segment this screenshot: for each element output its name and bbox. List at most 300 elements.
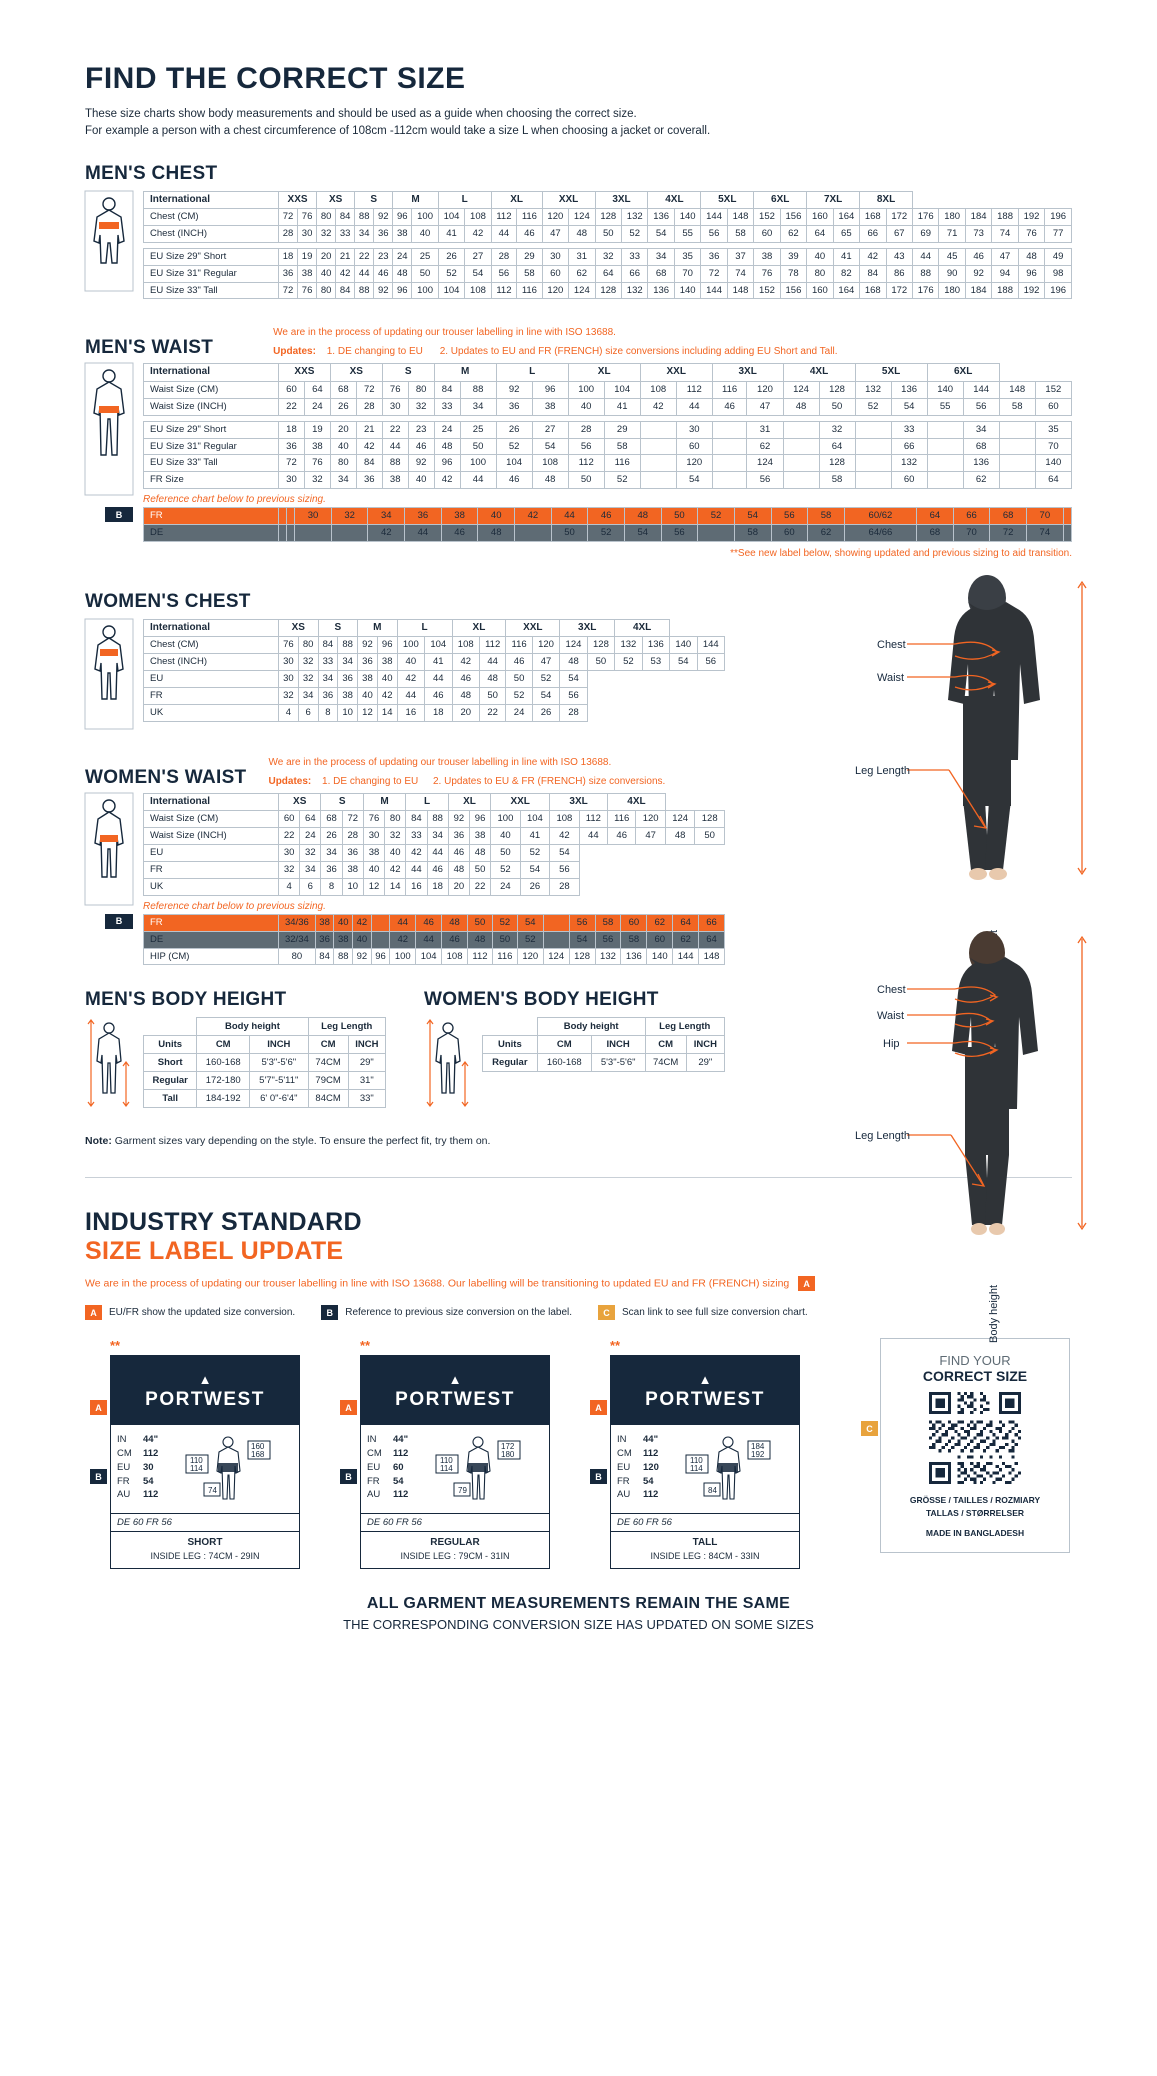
mens-waist-footnote: **See new label below, showing updated and previous sizing to aid transition.	[730, 547, 1072, 559]
table-cell: 188	[992, 282, 1018, 299]
tag-c-icon: C	[598, 1305, 615, 1320]
update-item-1-women: 1. DE changing to EU	[322, 775, 419, 787]
qr-code-icon[interactable]	[929, 1392, 1021, 1484]
table-cell: 96	[371, 948, 390, 965]
label-brand-header: ▲ PORTWEST	[361, 1356, 549, 1425]
table-cell: 70	[1027, 508, 1064, 525]
label-box	[360, 1355, 550, 1569]
womens-waist-table	[143, 793, 725, 896]
table-cell: 30	[542, 248, 568, 265]
table-cell: 58	[621, 931, 647, 948]
table-cell: 116	[712, 381, 747, 398]
table-cell: 67	[886, 225, 912, 242]
table-cell: 60	[771, 525, 808, 542]
size-system-value: 30	[143, 1461, 154, 1473]
row-label: Tall	[144, 1090, 197, 1108]
table-cell: 72	[279, 209, 298, 226]
label-fit-name: SHORT	[187, 1537, 223, 1549]
size-group-header: XL	[491, 191, 542, 209]
table-cell: 74CM	[645, 1054, 686, 1072]
table-cell: 20	[317, 248, 336, 265]
female-callout-leg: Leg Length	[855, 1130, 911, 1142]
table-cell: 34	[963, 421, 999, 438]
label-inside-leg: INSIDE LEG : 79CM - 31IN	[400, 1551, 510, 1562]
table-cell: 48	[434, 438, 460, 455]
table-cell: 36	[321, 862, 342, 879]
table-cell: 55	[927, 398, 963, 415]
row-label: UK	[144, 704, 279, 721]
table-cell	[783, 438, 819, 455]
table-row	[144, 671, 725, 688]
table-row	[144, 1072, 386, 1090]
table-cell: 5'7"-5'11"	[250, 1072, 308, 1090]
table-cell: 84	[434, 381, 460, 398]
table-cell: 60	[621, 914, 647, 931]
womens-waist-note-1: We are in the process of updating our trouser labelling in line with ISO 13688.	[268, 756, 612, 768]
size-system-key: AU	[617, 1489, 631, 1501]
table-row	[144, 878, 725, 895]
table-cell: 36	[315, 931, 334, 948]
table-cell: 47	[636, 828, 665, 845]
label-size-row	[617, 1461, 659, 1475]
womens-waist-block	[85, 751, 725, 966]
qr-title-line2: CORRECT SIZE	[922, 1368, 1028, 1385]
table-cell: 94	[992, 265, 1018, 282]
table-cell: 72	[279, 455, 305, 472]
mens-chest-heading: MEN'S CHEST	[85, 162, 218, 184]
table-cell: 4	[279, 704, 299, 721]
row-label: Regular	[144, 1072, 197, 1090]
table-cell: 28	[356, 398, 382, 415]
label-previous-size-row: DE 60 FR 56	[611, 1513, 799, 1531]
table-cell: 36	[279, 438, 305, 455]
size-group-header: 3XL	[550, 793, 608, 811]
table-cell: 140	[927, 381, 963, 398]
table-cell: 54	[624, 525, 661, 542]
table-cell: 56	[747, 472, 783, 489]
units-label: Units	[144, 1036, 197, 1054]
label-size-row	[117, 1475, 158, 1489]
table-cell: 52	[604, 472, 640, 489]
table-cell: 29	[517, 248, 542, 265]
table-cell: 71	[939, 225, 965, 242]
updates-label-women: Updates:	[268, 775, 312, 787]
label-size-row	[367, 1433, 408, 1447]
size-group-header: 5XL	[701, 191, 754, 209]
table-cell: 96	[393, 209, 412, 226]
table-cell: 23	[374, 248, 393, 265]
table-cell: 32	[819, 421, 855, 438]
table-cell: 54	[517, 914, 543, 931]
table-row	[144, 282, 1072, 299]
size-system-value: 112	[643, 1489, 659, 1501]
table-cell: 50	[595, 225, 621, 242]
male-callout-chest: Chest	[877, 639, 906, 651]
intro-line-2: For example a person with a chest circumference of 108cm -112cm would take a size L when choosing a jacket or coverall.	[85, 125, 711, 138]
table-cell: 50	[460, 438, 496, 455]
table-cell: 84	[356, 455, 382, 472]
table-cell: 14	[377, 704, 397, 721]
table-cell: 41	[425, 654, 452, 671]
column-header: International	[144, 191, 279, 209]
size-group-header: L	[397, 619, 452, 637]
table-cell: 54	[670, 654, 697, 671]
table-cell: 32	[300, 845, 321, 862]
unit-cell: INCH	[686, 1036, 724, 1054]
table-cell: 152	[754, 209, 780, 226]
label-box	[610, 1355, 800, 1569]
table-cell: 34	[318, 671, 338, 688]
table-row	[144, 828, 725, 845]
table-cell: 56	[595, 931, 621, 948]
table-cell: 116	[517, 282, 542, 299]
table-cell: 27	[532, 421, 568, 438]
table-cell: 42	[406, 845, 427, 862]
table-cell: 35	[674, 248, 700, 265]
qr-made-in: MADE IN BANGLADESH	[925, 1527, 1025, 1538]
table-cell: 38	[532, 398, 568, 415]
table-cell: 26	[321, 828, 342, 845]
table-cell: 100	[491, 811, 520, 828]
mens-body-height-block	[85, 989, 386, 1109]
table-cell: 48	[478, 525, 515, 542]
garment-label-card	[595, 1338, 800, 1569]
table-cell: 196	[1045, 282, 1072, 299]
table-cell: 86	[886, 265, 912, 282]
table-cell: 33	[336, 225, 355, 242]
table-cell: 52	[492, 914, 517, 931]
svg-text:110: 110	[439, 1456, 453, 1466]
table-cell	[1063, 525, 1071, 542]
svg-text:172: 172	[500, 1442, 515, 1452]
table-row	[144, 455, 1072, 472]
size-system-value: 112	[643, 1448, 659, 1460]
label-size-list	[117, 1433, 158, 1509]
size-system-key: CM	[117, 1448, 132, 1460]
tag-a-marker: A	[90, 1400, 107, 1415]
table-cell: 4	[279, 878, 300, 895]
table-cell: 56	[560, 688, 587, 705]
table-cell: 152	[1035, 381, 1071, 398]
table-cell: 52	[438, 265, 464, 282]
table-cell: 47	[532, 654, 559, 671]
table-cell: 58	[999, 398, 1035, 415]
table-cell	[640, 455, 676, 472]
table-cell: 70	[674, 265, 700, 282]
table-row	[144, 398, 1072, 415]
table-cell: 30	[298, 225, 317, 242]
legend-item-a	[85, 1305, 295, 1320]
table-cell: 28	[560, 704, 587, 721]
table-cell: 144	[673, 948, 699, 965]
table-cell: 56	[771, 508, 808, 525]
table-cell: 29"	[686, 1054, 724, 1072]
table-cell: 27	[465, 248, 491, 265]
table-cell: 62	[963, 472, 999, 489]
table-cell: 98	[1045, 265, 1072, 282]
size-system-value: 112	[393, 1448, 409, 1460]
table-cell	[371, 914, 390, 931]
update-item-1: 1. DE changing to EU	[326, 346, 423, 358]
table-cell: 33	[406, 828, 427, 845]
row-label: Regular	[483, 1054, 538, 1072]
table-cell: 60	[542, 265, 568, 282]
tag-b-marker: B	[590, 1469, 607, 1484]
size-system-key: CM	[367, 1448, 382, 1460]
table-cell: 108	[465, 282, 491, 299]
intro-text	[85, 106, 1072, 141]
table-cell: 25	[460, 421, 496, 438]
table-cell: 30	[279, 671, 299, 688]
male-height-figure	[85, 1017, 133, 1109]
table-cell: 96	[377, 637, 397, 654]
table-cell: 40	[317, 265, 336, 282]
tag-a-inline: A	[798, 1276, 815, 1291]
table-cell: 28	[491, 248, 516, 265]
table-cell: 52	[491, 862, 520, 879]
table-cell: 34	[368, 508, 405, 525]
table-cell: 48	[624, 508, 661, 525]
table-cell: 44	[551, 508, 588, 525]
table-row	[144, 811, 725, 828]
table-cell: 54	[560, 671, 587, 688]
badge-b-mens: B	[105, 507, 133, 522]
label-size-row	[117, 1433, 158, 1447]
table-cell: 35	[1035, 421, 1071, 438]
size-group-header: 4XL	[608, 793, 666, 811]
table-cell: 128	[595, 282, 621, 299]
table-cell: 58	[808, 508, 845, 525]
table-cell: 38	[304, 438, 330, 455]
table-cell: 44	[479, 654, 505, 671]
table-cell: 54	[734, 508, 771, 525]
size-system-value: 112	[143, 1448, 159, 1460]
table-cell: 156	[780, 282, 806, 299]
table-cell: 120	[676, 455, 712, 472]
units-label: Units	[483, 1036, 538, 1054]
womens-body-height-block	[424, 989, 725, 1109]
womens-chest-table	[143, 619, 725, 722]
table-cell: 188	[992, 209, 1018, 226]
table-cell: 42	[368, 525, 405, 542]
size-system-key: FR	[617, 1475, 630, 1487]
table-cell: 50	[492, 931, 517, 948]
industry-title-2: SIZE LABEL UPDATE	[85, 1237, 344, 1266]
table-cell: 46	[441, 525, 478, 542]
size-group-header: L	[496, 364, 568, 382]
table-cell: 46	[427, 862, 448, 879]
table-cell: 24	[300, 828, 321, 845]
table-cell: 30	[279, 654, 299, 671]
table-cell: 60	[676, 438, 712, 455]
table-cell: 148	[727, 282, 753, 299]
legend-text-a: EU/FR show the updated size conversion.	[109, 1307, 296, 1319]
unit-cell: INCH	[250, 1036, 308, 1054]
table-cell: 20	[452, 704, 479, 721]
table-cell: 78	[780, 265, 806, 282]
unit-cell: INCH	[591, 1036, 645, 1054]
svg-text:79: 79	[457, 1486, 467, 1496]
svg-text:110: 110	[189, 1456, 203, 1466]
mens-waist-note-2	[273, 344, 1072, 359]
table-cell: 40	[385, 845, 406, 862]
table-cell: 38	[377, 654, 397, 671]
table-cell: 33	[621, 248, 647, 265]
size-group-header: XL	[568, 364, 640, 382]
table-cell: 34	[321, 845, 342, 862]
svg-text:74: 74	[207, 1486, 217, 1496]
table-cell: 132	[615, 637, 642, 654]
table-cell: 62	[808, 525, 845, 542]
female-height-figure	[424, 1017, 472, 1109]
size-group-header: XL	[452, 619, 506, 637]
row-label: Waist Size (CM)	[144, 811, 279, 828]
table-cell: 172-180	[197, 1072, 250, 1090]
table-cell: 100	[412, 282, 438, 299]
size-group-header: M	[363, 793, 405, 811]
fit-note-label: Note:	[85, 1135, 112, 1148]
table-cell	[712, 438, 747, 455]
label-brand-header: ▲ PORTWEST	[611, 1356, 799, 1425]
table-cell: 76	[298, 209, 317, 226]
table-cell: 74CM	[308, 1054, 348, 1072]
table-cell: 76	[363, 811, 384, 828]
table-cell	[371, 931, 390, 948]
unit-cell: INCH	[348, 1036, 385, 1054]
table-cell: 36	[405, 508, 442, 525]
table-cell	[543, 914, 569, 931]
table-cell	[783, 455, 819, 472]
table-cell: 56	[568, 438, 604, 455]
table-cell: 69	[912, 225, 938, 242]
table-cell: 77	[1045, 225, 1072, 242]
size-system-key: IN	[367, 1434, 377, 1446]
row-label: FR	[144, 862, 279, 879]
womens-chest-heading: WOMEN'S CHEST	[85, 590, 251, 612]
table-cell	[1063, 508, 1071, 525]
table-cell: 18	[279, 248, 298, 265]
size-group-header: XXL	[491, 793, 550, 811]
column-header: International	[144, 364, 279, 382]
table-cell: 144	[963, 381, 999, 398]
table-cell: 79CM	[308, 1072, 348, 1090]
table-cell: 62	[647, 914, 673, 931]
label-previous-size-row: DE 60 FR 56	[111, 1513, 299, 1531]
table-cell: 88	[912, 265, 938, 282]
table-cell: 156	[780, 209, 806, 226]
table-cell: 50	[412, 265, 438, 282]
table-cell: 120	[636, 811, 665, 828]
table-cell: 22	[469, 878, 490, 895]
page-title: FIND THE CORRECT SIZE	[85, 62, 466, 95]
table-cell: 56	[550, 862, 579, 879]
table-cell: 60	[279, 811, 300, 828]
table-cell: 112	[491, 209, 516, 226]
table-cell: 22	[279, 828, 300, 845]
table-cell: 26	[330, 398, 356, 415]
table-cell: 50	[506, 671, 532, 688]
table-cell: 104	[520, 811, 549, 828]
table-cell: 80	[317, 282, 336, 299]
table-cell: 52	[588, 525, 625, 542]
table-cell: 44	[427, 845, 448, 862]
size-group-header: 3XL	[595, 191, 648, 209]
label-figure	[663, 1433, 793, 1509]
table-cell: 88	[338, 637, 358, 654]
table-cell: 10	[338, 704, 358, 721]
size-group-header: XXS	[279, 364, 331, 382]
table-cell: 76	[1018, 225, 1044, 242]
size-system-value: 54	[643, 1475, 654, 1487]
svg-text:160: 160	[250, 1442, 265, 1452]
label-size-row	[367, 1475, 408, 1489]
table-cell: 28	[550, 878, 579, 895]
table-cell: 46	[496, 472, 532, 489]
bottom-note	[85, 1595, 1072, 1632]
label-size-row	[617, 1433, 659, 1447]
womens-chest-block	[85, 591, 725, 729]
size-group-header: 3XL	[712, 364, 783, 382]
table-cell: 47	[542, 225, 568, 242]
size-system-value: 44"	[393, 1434, 409, 1446]
table-cell: 112	[676, 381, 712, 398]
table-cell: 100	[412, 209, 438, 226]
table-cell: 88	[355, 282, 374, 299]
table-cell: 168	[860, 209, 886, 226]
table-cell: 54	[520, 862, 549, 879]
label-figure	[412, 1433, 543, 1509]
table-cell: 58	[595, 914, 621, 931]
table-cell: 40	[353, 931, 372, 948]
size-system-value: 112	[143, 1489, 159, 1501]
table-cell: 32	[279, 862, 300, 879]
row-label: EU	[144, 671, 279, 688]
table-cell: 44	[912, 248, 938, 265]
table-row	[144, 472, 1072, 489]
table-cell: 72	[356, 381, 382, 398]
mens-waist-note-1: We are in the process of updating our trouser labelling in line with ISO 13688.	[273, 327, 616, 339]
table-cell: 34	[298, 688, 318, 705]
table-cell: 66	[891, 438, 927, 455]
table-row	[144, 845, 725, 862]
badge-b-womens: B	[105, 914, 133, 929]
table-cell: 48	[479, 671, 505, 688]
table-cell: 38	[363, 845, 384, 862]
table-cell: 148	[727, 209, 753, 226]
table-cell: 34/36	[279, 914, 316, 931]
table-cell: 34	[460, 398, 496, 415]
table-cell: 50	[819, 398, 855, 415]
row-label: EU Size 29" Short	[144, 421, 279, 438]
table-cell: 128	[595, 209, 621, 226]
womens-body-height-table	[482, 1017, 725, 1072]
table-cell: 64	[673, 914, 699, 931]
table-cell: 22	[382, 421, 408, 438]
table-cell: 64	[699, 931, 725, 948]
table-cell	[640, 421, 676, 438]
table-cell	[640, 472, 676, 489]
table-cell: 36	[318, 688, 338, 705]
mens-waist-table	[143, 363, 1072, 489]
table-cell: 38	[754, 248, 780, 265]
svg-text:192: 192	[750, 1450, 765, 1460]
table-cell: 42	[356, 438, 382, 455]
table-cell: 80	[317, 209, 336, 226]
label-fit-name: TALL	[692, 1537, 718, 1549]
table-cell: 58	[604, 438, 640, 455]
svg-text:110: 110	[689, 1456, 703, 1466]
table-cell: 104	[496, 455, 532, 472]
